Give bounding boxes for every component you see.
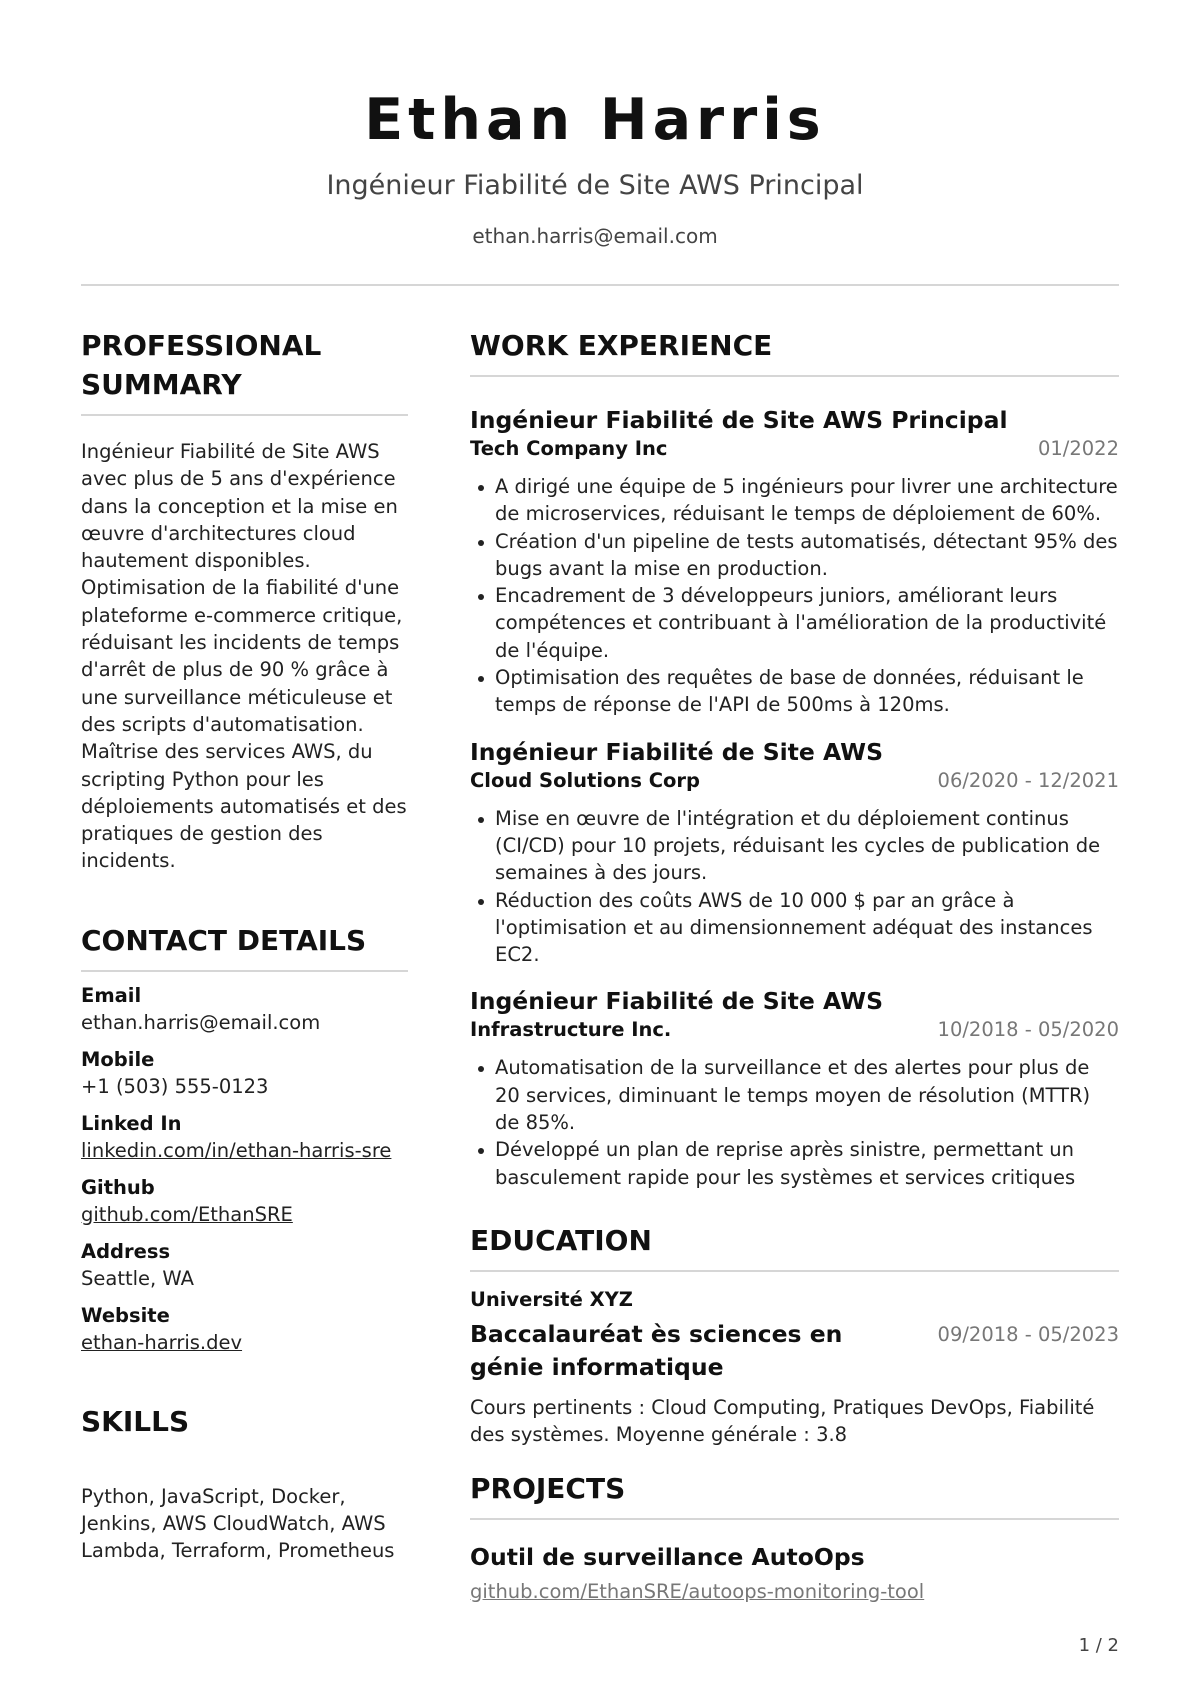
project-title: Outil de surveillance AutoOps xyxy=(470,1542,865,1571)
section-divider xyxy=(470,1518,1119,1520)
linkedin-link[interactable]: linkedin.com/in/ethan-harris-sre xyxy=(81,1138,392,1162)
contact-mobile-value: +1 (503) 555-0123 xyxy=(81,1074,269,1098)
company-name: Cloud Solutions Corp xyxy=(470,768,700,792)
skills-heading: SKILLS xyxy=(81,1404,190,1438)
contact-email-value[interactable]: ethan.harris@email.com xyxy=(81,1010,321,1034)
contact-heading: CONTACT DETAILS xyxy=(81,923,367,957)
contact-label: Mobile xyxy=(81,1047,155,1071)
bullet-dot-icon xyxy=(478,676,484,682)
bullet-dot-icon xyxy=(478,485,484,491)
bullet-text: Développé un plan de reprise après sinistre, permettant un basculement rapide pour les systèmes et services critiques xyxy=(495,1138,1076,1189)
job-title: Ingénieur Fiabilité de Site AWS xyxy=(470,987,884,1016)
job-entry xyxy=(470,737,1119,969)
job-bullets xyxy=(470,473,1119,719)
contact-address-value: Seattle, WA xyxy=(81,1266,194,1290)
degree-title: Baccalauréat ès sciences en génie informatique xyxy=(470,1319,843,1381)
bullet-text: Automatisation de la surveillance et des alertes pour plus de 20 services, diminuant le temps moyen de résolution (MTTR) de 85%. xyxy=(495,1056,1091,1135)
bullet-item xyxy=(470,805,1119,887)
education-dates: 09/2018 - 05/2023 xyxy=(937,1322,1119,1346)
bullet-item xyxy=(470,887,1119,969)
summary-text: Ingénieur Fiabilité de Site AWS avec plus de 5 ans d'expérience dans la conception et la mise en œuvre d'architectures cloud hautement disponibles. Optimisation de la fiabilité d'une plateforme e-commerce critique, réduisant les incidents de temps d'arrêt de plus de 90 % grâce à une surveillance méticuleuse et des scripts d'automatisation. Maîtrise des services AWS, du scripting Python pour les déploiements automatisés et des pratiques de gestion des incidents. xyxy=(81,440,407,873)
bullet-dot-icon xyxy=(478,1066,484,1072)
github-link[interactable]: github.com/EthanSRE xyxy=(81,1202,293,1226)
resume-header xyxy=(0,80,1190,250)
section-divider xyxy=(81,1451,408,1453)
bullet-item xyxy=(470,1054,1119,1136)
work-section xyxy=(470,326,1119,1191)
section-divider xyxy=(81,970,408,972)
bullet-dot-icon xyxy=(478,540,484,546)
job-bullets xyxy=(470,1054,1119,1190)
candidate-title: Ingénieur Fiabilité de Site AWS Principal xyxy=(326,170,864,201)
job-entry xyxy=(470,405,1119,719)
bullet-item xyxy=(470,664,1119,719)
page-number: 1 / 2 xyxy=(1078,1635,1119,1656)
left-column xyxy=(81,326,408,1565)
bullet-dot-icon xyxy=(478,594,484,600)
contact-item-github xyxy=(81,1174,408,1228)
school-name: Université XYZ xyxy=(470,1287,633,1311)
company-name: Infrastructure Inc. xyxy=(470,1018,672,1042)
bullet-text: Encadrement de 3 développeurs juniors, améliorant leurs compétences et contribuant à l'amélioration de la productivité de l'équipe. xyxy=(495,584,1107,662)
job-dates: 06/2020 - 12/2021 xyxy=(937,768,1119,792)
section-divider xyxy=(81,414,408,416)
bullet-dot-icon xyxy=(478,817,484,823)
summary-heading: PROFESSIONAL SUMMARY xyxy=(81,329,322,401)
project-link[interactable]: github.com/EthanSRE/autoops-monitoring-tool xyxy=(470,1579,925,1603)
bullet-item xyxy=(470,582,1119,664)
skills-section xyxy=(81,1402,408,1565)
education-row xyxy=(470,1318,1119,1384)
right-column xyxy=(470,326,1119,1606)
contact-label: Website xyxy=(81,1303,170,1327)
section-divider xyxy=(470,1270,1119,1272)
contact-label: Linked In xyxy=(81,1111,182,1135)
contact-section xyxy=(81,921,408,1356)
contact-label: Github xyxy=(81,1175,155,1199)
bullet-dot-icon xyxy=(478,1148,484,1154)
bullet-dot-icon xyxy=(478,899,484,905)
contact-label: Address xyxy=(81,1239,171,1263)
bullet-text: Mise en œuvre de l'intégration et du déploiement continus (CI/CD) pour 10 projets, réduisant les cycles de publication de semaines à des jours. xyxy=(495,806,1101,885)
education-description: Cours pertinents : Cloud Computing, Pratiques DevOps, Fiabilité des systèmes. Moyenne générale : 3.8 xyxy=(470,1395,1095,1447)
bullet-item xyxy=(470,1136,1119,1191)
bullet-text: Optimisation des requêtes de base de données, réduisant le temps de réponse de l'API de 500ms à 120ms. xyxy=(495,666,1084,717)
bullet-text: Réduction des coûts AWS de 10 000 $ par an grâce à l'optimisation et au dimensionnement adéquat des instances EC2. xyxy=(495,888,1093,967)
contact-item-address xyxy=(81,1238,408,1292)
candidate-name: Ethan Harris xyxy=(364,87,826,153)
contact-item-mobile xyxy=(81,1046,408,1100)
bullet-item xyxy=(470,528,1119,583)
contact-item-website xyxy=(81,1302,408,1356)
job-title: Ingénieur Fiabilité de Site AWS Principal xyxy=(470,406,1008,434)
skills-text: Python, JavaScript, Docker, Jenkins, AWS CloudWatch, AWS Lambda, Terraform, Prometheus xyxy=(81,1484,395,1563)
bullet-text: A dirigé une équipe de 5 ingénieurs pour livrer une architecture de microservices, réduisant le temps de déploiement de 60%. xyxy=(495,475,1118,526)
work-heading: WORK EXPERIENCE xyxy=(470,329,773,362)
job-meta xyxy=(470,435,1119,463)
job-meta xyxy=(470,767,1119,795)
contact-label: Email xyxy=(81,983,142,1007)
bullet-item xyxy=(470,473,1119,528)
education-section xyxy=(470,1221,1119,1449)
job-title: Ingénieur Fiabilité de Site AWS xyxy=(470,737,884,766)
header-email: ethan.harris@email.com xyxy=(472,224,718,248)
projects-section xyxy=(470,1469,1119,1606)
company-name: Tech Company Inc xyxy=(470,437,668,460)
bullet-text: Création d'un pipeline de tests automatisés, détectant 95% des bugs avant la mise en production. xyxy=(495,529,1118,580)
job-bullets xyxy=(470,805,1119,969)
website-link[interactable]: ethan-harris.dev xyxy=(81,1330,243,1354)
job-dates: 10/2018 - 05/2020 xyxy=(937,1018,1119,1042)
summary-section xyxy=(81,326,408,875)
header-divider xyxy=(81,284,1119,286)
job-entry xyxy=(470,986,1119,1190)
projects-heading: PROJECTS xyxy=(470,1471,626,1505)
contact-item-linkedin xyxy=(81,1110,408,1164)
section-divider xyxy=(470,375,1119,377)
education-heading: EDUCATION xyxy=(470,1223,652,1257)
contact-item-email xyxy=(81,982,408,1036)
job-meta xyxy=(470,1016,1119,1044)
job-dates: 01/2022 xyxy=(1037,437,1119,460)
